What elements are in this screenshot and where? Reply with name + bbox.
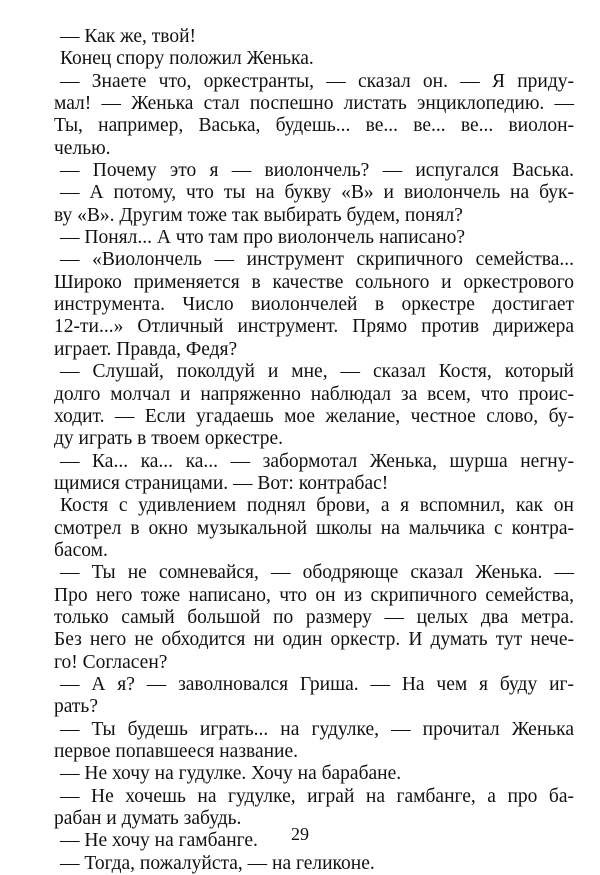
body-text [54, 26, 574, 875]
text-line: долго молчал и напряженно наблюдал за всем, что проис- [54, 383, 574, 405]
text-line: играет. Правда, Федя? [54, 338, 238, 360]
page-number: 29 [291, 824, 309, 844]
text-line: Про него тоже написано, что он из скрипичного семейства, [54, 584, 574, 606]
text-line: — Ты не сомневайся, — ободряюще сказал Женька. — [60, 562, 574, 584]
text-line: ду играть в твоем оркестре. [54, 428, 284, 450]
text-line: рабан и думать забудь. [54, 808, 242, 830]
text-line: — Как же, твой! [60, 26, 197, 47]
text-line: — Ты будешь играть... на гудулке, — прочитал Женька [60, 718, 574, 740]
text-line: рать? [54, 696, 98, 718]
text-line: — А я? — заволновался Гриша. — На чем я буду иг- [60, 673, 574, 695]
text-line: челью. [54, 137, 111, 159]
text-line: ходит. — Если угадаешь мое желание, честное слово, бу- [54, 405, 574, 427]
text-line: мал! — Женька стал поспешно листать энциклопедию. — [54, 93, 574, 115]
text-line: го! Согласен? [54, 651, 168, 673]
text-line: инструмента. Число виолончелей в оркестре достигает [54, 294, 574, 316]
text-line: басом. [54, 539, 108, 561]
text-line: Ты, например, Васька, будешь... ве... ве... ве... виолон- [54, 115, 574, 137]
text-line: — Ка... ка... ка... — забормотал Женька, шурша негну- [60, 450, 574, 472]
text-line: Конец спору положил Женька. [60, 48, 314, 70]
text-line: Костя с удивлением поднял брови, а я вспомнил, как он [60, 495, 574, 517]
text-line: Широко применяется в качестве сольного и оркестрового [54, 271, 574, 293]
text-line: — Знаете что, оркестранты, — сказал он. — Я приду- [60, 70, 574, 92]
text-line: — Почему это я — виолончель? — испугался Васька. [60, 160, 574, 182]
text-line: смотрел в окно музыкальной школы на мальчика с контра- [54, 517, 574, 539]
text-line: только самый большой по размеру — целых два метра. [54, 606, 574, 628]
text-line: первое попавшееся название. [54, 741, 299, 762]
text-line: — «Виолончель — инструмент скрипичного семейства... [60, 249, 574, 271]
text-line: Без него не обходится ни один оркестр. И думать тут нече- [54, 629, 574, 651]
text-line: ву «В». Другим тоже так выбирать будем, понял? [54, 204, 463, 226]
text-line: — Не хочешь на гудулке, играй на гамбанге, а про ба- [60, 785, 574, 807]
text-line: — Не хочу на гудулке. Хочу на барабане. [60, 763, 402, 785]
text-line: — Слушай, поколдуй и мне, — сказал Костя, который [60, 361, 574, 383]
text-line: — Тогда, пожалуйста, — на геликоне. [60, 852, 375, 874]
text-line: щимися страницами. — Вот: контрабас! [54, 472, 389, 494]
text-line: 12-ти...» Отличный инструмент. Прямо против дирижера [54, 316, 574, 338]
text-line: — А потому, что ты на букву «В» и виолончель на бук- [60, 182, 574, 204]
text-line: — Не хочу на гамбанге. [60, 830, 258, 852]
text-line: — Понял... А что там про виолончель написано? [60, 227, 466, 249]
